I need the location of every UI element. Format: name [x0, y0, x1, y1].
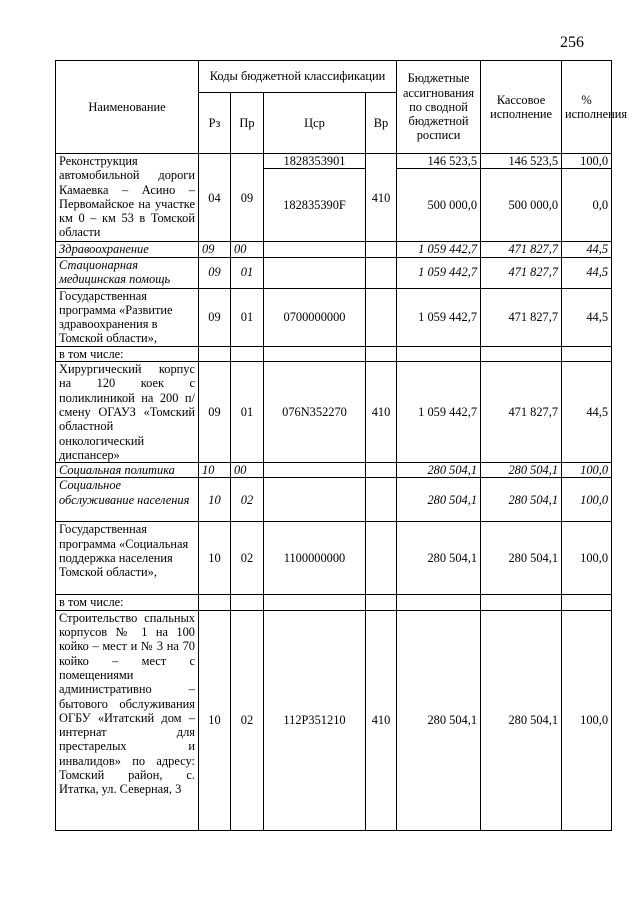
- row-pr: 01: [231, 362, 264, 463]
- table-row: [56, 478, 612, 522]
- row-pr: [231, 595, 264, 610]
- row-csr: [264, 257, 366, 288]
- row-vr: [366, 242, 397, 257]
- row-vr: 410: [366, 610, 397, 830]
- row-name: Стационарная медицинская помощь: [56, 257, 199, 288]
- row-csr: [264, 463, 366, 478]
- row-vr: [366, 478, 397, 522]
- row-assign: 1 059 442,7: [397, 257, 481, 288]
- row-name: Строительство спальных корпусов № 1 на 100 койко – мест и № 3 на 70 койко – мест с помещениями административно – бытового обслуживания ОГБУ «Итатский дом – интернат для престарелых и инвалидов» по адресу: Томский район, с. Итатка, ул. Северная, 3: [56, 610, 199, 830]
- table-row: [56, 242, 612, 257]
- row-exec: 471 827,7: [481, 362, 562, 463]
- header-vr: Вр: [366, 93, 397, 154]
- row-rz: 09: [199, 242, 231, 257]
- row-exec: 280 504,1: [481, 478, 562, 522]
- row-assign: 146 523,5: [397, 154, 481, 169]
- page-number: 256: [560, 34, 584, 51]
- row-pr: 01: [231, 288, 264, 346]
- row-vr: 410: [366, 362, 397, 463]
- row-name: Социальное обслуживание населения: [56, 478, 199, 522]
- row-exec: 280 504,1: [481, 610, 562, 830]
- table-row: [56, 610, 612, 830]
- header-codes: Коды бюджетной классификации: [199, 61, 397, 93]
- row-pr: 00: [231, 463, 264, 478]
- row-name: в том числе:: [56, 595, 199, 610]
- row-name: Реконструкция автомобильной дороги Камаевка – Асино – Первомайское на участке км 0 – км 53 в Томской области: [56, 154, 199, 242]
- row-pct: 100,0: [562, 478, 612, 522]
- row-vr: [366, 288, 397, 346]
- table-row: [56, 346, 612, 361]
- row-csr: [264, 478, 366, 522]
- header-rz: Рз: [199, 93, 231, 154]
- table-header: [56, 61, 628, 154]
- row-vr: [366, 522, 397, 595]
- row-assign: 1 059 442,7: [397, 362, 481, 463]
- row-exec: [481, 346, 562, 361]
- row-rz: 09: [199, 362, 231, 463]
- row-name: Хирургический корпус на 120 коек с поликлиникой на 200 п/смену ОГАУЗ «Томский областной онкологический диспансер»: [56, 362, 199, 463]
- header-percent: % исполнения: [562, 61, 612, 154]
- row-pr: 02: [231, 610, 264, 830]
- row-assign: [397, 346, 481, 361]
- header-csr: Цср: [264, 93, 366, 154]
- budget-table: [55, 60, 628, 831]
- header-assignments: Бюджетные ассигнования по сводной бюджетной росписи: [397, 61, 481, 154]
- row-assign: 1 059 442,7: [397, 242, 481, 257]
- row-csr: 1100000000: [264, 522, 366, 595]
- row-exec: 471 827,7: [481, 242, 562, 257]
- row-rz: 10: [199, 610, 231, 830]
- row-assign: 280 504,1: [397, 522, 481, 595]
- row-pct: 44,5: [562, 288, 612, 346]
- row-exec: [481, 595, 562, 610]
- table-row: [56, 288, 612, 346]
- row-csr: 112P351210: [264, 610, 366, 830]
- table-row: [56, 257, 612, 288]
- row-pct: 100,0: [562, 610, 612, 830]
- row-pr: 02: [231, 478, 264, 522]
- row-pct: 0,0: [562, 169, 612, 242]
- row-rz: 04: [199, 154, 231, 242]
- row-name: Здравоохранение: [56, 242, 199, 257]
- row-pr: 00: [231, 242, 264, 257]
- row-pr: 02: [231, 522, 264, 595]
- row-pct: [562, 346, 612, 361]
- row-pct: 44,5: [562, 257, 612, 288]
- row-exec: 280 504,1: [481, 522, 562, 595]
- row-assign: 280 504,1: [397, 478, 481, 522]
- row-name: Государственная программа «Развитие здравоохранения в Томской области»,: [56, 288, 199, 346]
- row-vr: 410: [366, 154, 397, 242]
- header-execution: Кассовое исполнение: [481, 61, 562, 154]
- row-exec: 146 523,5: [481, 154, 562, 169]
- row-name: в том числе:: [56, 346, 199, 361]
- row-rz: [199, 595, 231, 610]
- row-pct: 100,0: [562, 154, 612, 169]
- row-assign: 280 504,1: [397, 610, 481, 830]
- row-pr: 09: [231, 154, 264, 242]
- row-csr: [264, 595, 366, 610]
- row-csr: 076N352270: [264, 362, 366, 463]
- row-rz: [199, 346, 231, 361]
- row-vr: [366, 595, 397, 610]
- row-csr: 0700000000: [264, 288, 366, 346]
- row-csr: 1828353901: [264, 154, 366, 169]
- header-name: Наименование: [56, 61, 199, 154]
- table-row: [56, 595, 612, 610]
- row-vr: [366, 257, 397, 288]
- row-pct: 100,0: [562, 463, 612, 478]
- table-row: [56, 362, 612, 463]
- table-row: [56, 463, 612, 478]
- row-rz: 10: [199, 478, 231, 522]
- row-pct: 44,5: [562, 242, 612, 257]
- row-exec: 280 504,1: [481, 463, 562, 478]
- row-assign: 1 059 442,7: [397, 288, 481, 346]
- row-vr: [366, 346, 397, 361]
- table-row: [56, 522, 612, 595]
- row-exec: 471 827,7: [481, 288, 562, 346]
- row-assign: [397, 595, 481, 610]
- row-vr: [366, 463, 397, 478]
- row-rz: 10: [199, 463, 231, 478]
- row-pct: [562, 595, 612, 610]
- row-pct: 44,5: [562, 362, 612, 463]
- row-rz: 10: [199, 522, 231, 595]
- row-pr: [231, 346, 264, 361]
- table-row: [56, 154, 612, 169]
- row-exec: 500 000,0: [481, 169, 562, 242]
- row-pct: 100,0: [562, 522, 612, 595]
- header-pr: Пр: [231, 93, 264, 154]
- row-rz: 09: [199, 257, 231, 288]
- row-assign: 500 000,0: [397, 169, 481, 242]
- row-exec: 471 827,7: [481, 257, 562, 288]
- row-name: Государственная программа «Социальная поддержка населения Томской области»,: [56, 522, 199, 595]
- row-rz: 09: [199, 288, 231, 346]
- row-name: Социальная политика: [56, 463, 199, 478]
- row-pr: 01: [231, 257, 264, 288]
- row-csr: [264, 242, 366, 257]
- row-csr: 182835390F: [264, 169, 366, 242]
- row-assign: 280 504,1: [397, 463, 481, 478]
- row-csr: [264, 346, 366, 361]
